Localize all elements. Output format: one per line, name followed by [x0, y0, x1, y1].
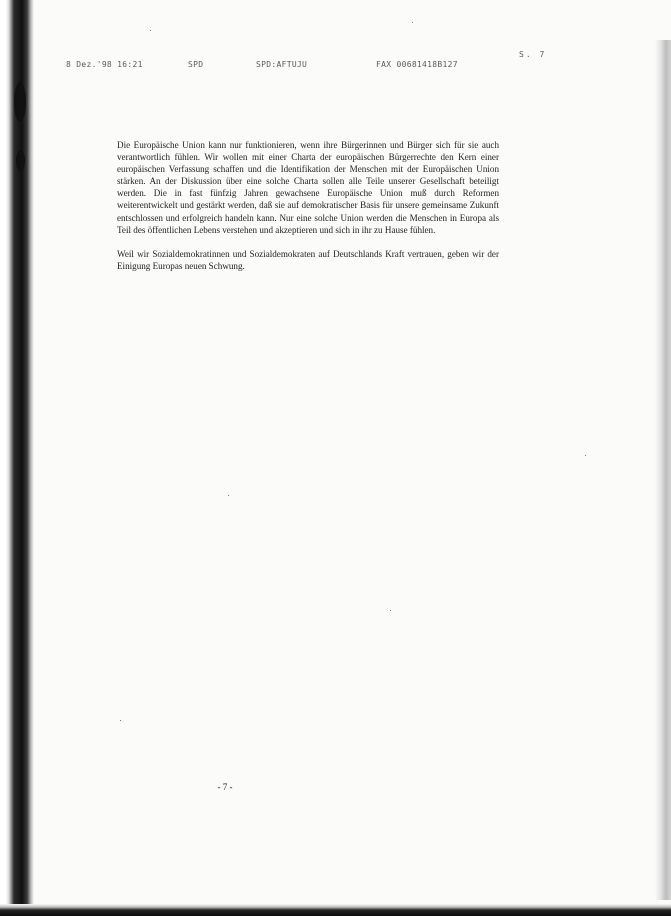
scan-speck: [390, 610, 391, 611]
scan-shadow-right: [655, 40, 671, 900]
fax-number: FAX 00681418B127: [376, 60, 458, 69]
scan-speck: [585, 455, 586, 456]
scan-speck: [412, 22, 413, 23]
scan-speck: [150, 30, 151, 31]
fax-sender: SPD: [188, 60, 204, 69]
scan-blot: [14, 82, 26, 122]
scan-speck: [120, 720, 121, 721]
scan-blot: [16, 150, 25, 172]
page-number: - 7 -: [217, 782, 233, 792]
fax-station-id: SPD:AFTUJU: [256, 60, 308, 69]
document-body: [117, 139, 499, 284]
fax-date-time: 8 Dez.'98 16:21: [66, 60, 143, 69]
fax-header-line: [66, 60, 566, 74]
scan-speck: [228, 495, 229, 496]
scan-shadow-left: [0, 0, 34, 916]
scan-shadow-bottom: [0, 904, 671, 916]
body-paragraph: Die Europäische Union kann nur funktionieren, wenn ihre Bürgerinnen und Bürger sich für sie auch verantwortlich fühlen. Wir wollen mit einer Charta der europäischen Bürgerrechte den Kern einer europäischen Verfassung schaffen und die Identifikation der Menschen mit der Europäischen Union stärken. An der Diskussion über eine solche Charta sollen alle Teile unserer Gesellschaft beteiligt werden. Die in fast fünfzig Jahren gewachsene Europäische Union muß durch Reformen weiterentwickelt und gestärkt werden, daß sie auf demokratischer Basis für unsere gemeinsame Zukunft entschlossen und erfolgreich handeln kann. Nur eine solche Union werden die Menschen in Europa als Teil des öffentlichen Lebens verstehen und akzeptieren und sich in ihr zu Hause fühlen.: [117, 140, 499, 235]
body-paragraph: Weil wir Sozialdemokratinnen und Sozialdemokraten auf Deutschlands Kraft vertrauen, geben wir der Einigung Europas neuen Schwung.: [117, 248, 499, 271]
fax-page-marker: S. 7: [519, 50, 547, 59]
